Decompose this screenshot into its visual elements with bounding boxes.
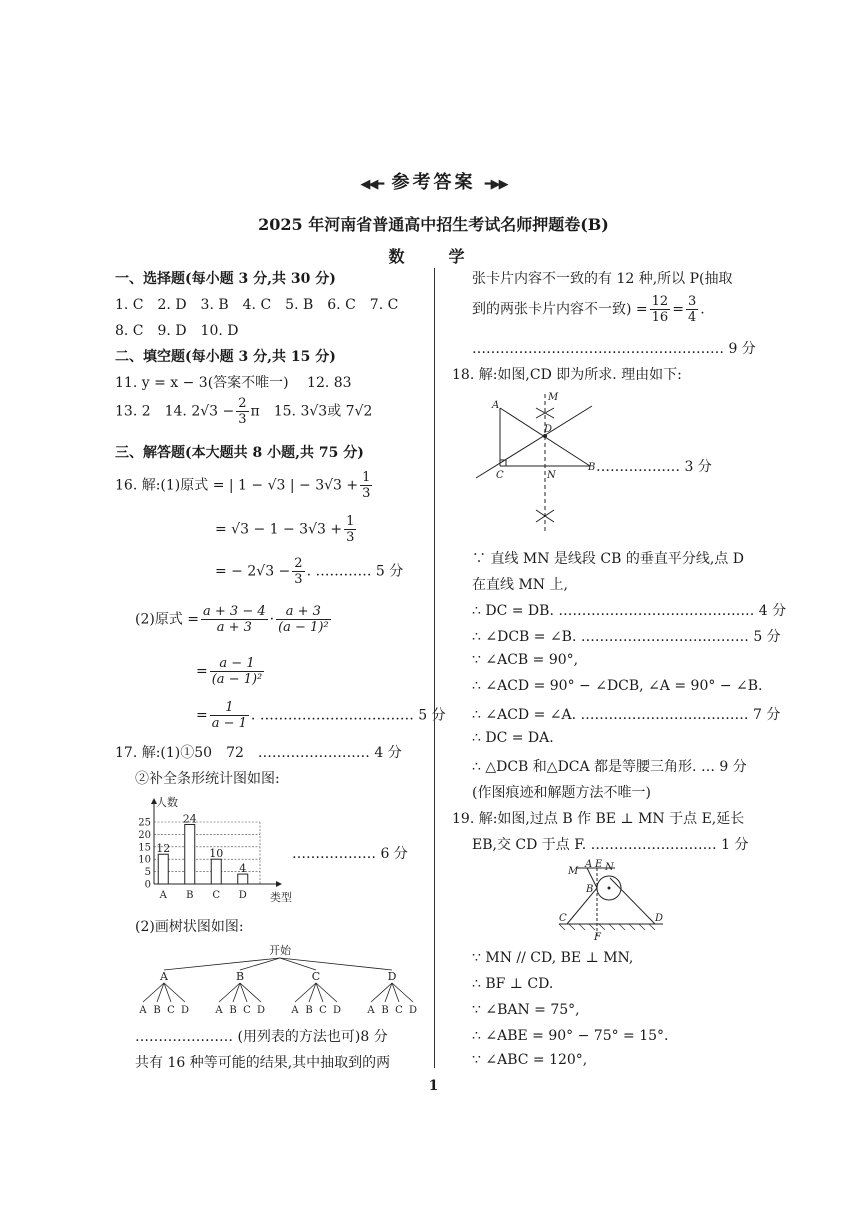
- mc-answers-row1: 1. C 2. D 3. B 4. C 5. B 6. C 7. C: [115, 297, 399, 313]
- q18-score3: ……………… 3 分: [596, 459, 712, 475]
- y-tick-label: 5: [144, 867, 151, 879]
- segment-nd: [610, 878, 655, 924]
- q18-line5: ∴ ∠DCB = ∠B. ……………………………… 5 分: [472, 629, 781, 645]
- fraction: $\frac{a + 3 - 4}{a + 3}$: [203, 604, 266, 635]
- q16-line1: 16. 解:(1)原式 = | 1 − √3 | − 3√3 + $\frac{1}{3}$: [115, 470, 371, 501]
- x-axis-arrow: [276, 881, 282, 887]
- q16-part2-line2: = $\frac{a - 1}{\text{(a − 1)²}}$: [196, 656, 263, 687]
- tree-level2-label: B: [153, 1005, 161, 1016]
- tree-level2-label: C: [167, 1005, 175, 1016]
- tree-level2-label: A: [139, 1005, 147, 1016]
- tree-diagram: [130, 940, 430, 1018]
- label-n: N: [605, 862, 614, 873]
- bar-value-label: 12: [156, 842, 171, 856]
- tree-root-label: 开始: [269, 944, 291, 957]
- label-n: N: [547, 470, 556, 481]
- q18-line9: ∴ DC = DA.: [472, 730, 554, 746]
- fraction: $\frac{2}{3}$: [238, 396, 247, 427]
- q18-line10: ∴ △DCB 和△DCA 都是等腰三角形. … 9 分: [472, 759, 747, 775]
- section-solve: 三、解答题(本大题共 8 小题,共 75 分): [115, 445, 364, 461]
- tree-level2-label: A: [291, 1005, 299, 1016]
- tree-level2-label: D: [180, 1005, 190, 1016]
- x-tick-label: D: [238, 890, 247, 901]
- label-a: A: [585, 859, 593, 870]
- x-axis-label: 类型: [270, 891, 292, 904]
- q19-line5: ∵ ∠BAN = 75°,: [472, 1002, 580, 1018]
- q18-line8: ∴ ∠ACD = ∠A. ……………………………… 7 分: [472, 707, 781, 723]
- tree-branch: [164, 958, 280, 970]
- q11-answer: 11. y = x − 3(答案不唯一) 12. 83: [115, 375, 352, 391]
- q16-part2-line1: (2)原式 = $\frac{a + 3 - 4}{a + 3}$ · $\frac{a + 3}{\text{(a − 1)²}}$: [135, 604, 329, 635]
- label-m: M: [548, 392, 559, 403]
- y-axis-label: 人数: [156, 796, 178, 809]
- tree-level1-label: A: [160, 970, 168, 983]
- tree-level1-label: C: [311, 970, 321, 983]
- fraction: $\frac{3}{4}$: [687, 294, 697, 325]
- tree-level2-label: A: [367, 1005, 375, 1016]
- q18-line3: 在直线 MN 上,: [472, 577, 568, 593]
- q17-line4: ………………… (用列表的方法也可)8 分: [135, 1029, 388, 1045]
- q19-figure: [555, 858, 675, 942]
- q19-line2: EB,交 CD 于点 F. ……………………… 1 分: [472, 837, 749, 853]
- tree-level1-label: B: [235, 970, 245, 983]
- q18-line6: ∵ ∠ACB = 90°,: [472, 652, 579, 668]
- q17-score9: ……………………………………………… 9 分: [472, 341, 756, 357]
- bar-chart: [130, 792, 295, 904]
- line-cd: [476, 406, 592, 478]
- label-a: A: [492, 400, 500, 411]
- q19-line7: ∵ ∠ABC = 120°,: [472, 1052, 588, 1068]
- q17-line1: 17. 解:(1)①50 72 …………………… 4 分: [115, 745, 402, 761]
- q16-part2-line3: = $\frac{1}{a - 1}$ . …………………………… 5 分: [196, 700, 446, 731]
- left-arrows-icon: ◀◀━: [360, 177, 383, 192]
- section-choice: 一、选择题(每小题 3 分,共 30 分): [115, 271, 336, 287]
- y-tick-label: 0: [144, 879, 151, 891]
- bar: [238, 874, 248, 884]
- bar-value-label: 10: [209, 847, 224, 861]
- fraction: $\frac{1}{a - 1}$: [211, 700, 247, 731]
- y-tick-label: 10: [138, 854, 151, 866]
- fraction: $\frac{1}{3}$: [362, 470, 371, 501]
- tree-level2-label: C: [319, 1005, 327, 1016]
- column-divider: [434, 268, 435, 1068]
- label-f: F: [594, 932, 601, 942]
- label-e: E: [595, 859, 603, 870]
- q18-figure: [468, 388, 598, 536]
- tree-level2-label: C: [395, 1005, 403, 1016]
- q18-line7: ∴ ∠ACD = 90° − ∠DCB, ∠A = 90° − ∠B.: [472, 678, 763, 694]
- subject-title: 数 学: [388, 247, 479, 266]
- q18-line2: ∵ 直线 MN 是线段 CB 的垂直平分线,点 D: [472, 551, 744, 567]
- q19-line3: ∵ MN // CD, BE ⊥ MN,: [472, 950, 634, 966]
- bar: [211, 859, 221, 884]
- tree-level2-label: D: [332, 1005, 342, 1016]
- tree-level2-label: B: [381, 1005, 389, 1016]
- y-tick-label: 25: [138, 817, 151, 829]
- banner-title: 参考答案: [391, 172, 476, 193]
- tree-level2-label: B: [229, 1005, 237, 1016]
- fraction: $\frac{2}{3}$: [294, 556, 303, 587]
- tree-level1-label: D: [387, 970, 397, 983]
- q18-line1: 18. 解:如图,CD 即为所求. 理由如下:: [452, 367, 682, 383]
- section-fill: 二、填空题(每小题 3 分,共 15 分): [115, 349, 336, 365]
- q19-line4: ∴ BF ⊥ CD.: [472, 976, 554, 992]
- fraction: $\frac{a - 1}{\text{(a − 1)²}}$: [211, 656, 263, 687]
- label-c: C: [496, 470, 504, 481]
- label-d: D: [544, 424, 553, 435]
- tree-level2-label: A: [215, 1005, 223, 1016]
- q19-line6: ∴ ∠ABE = 90° − 75° = 15°.: [472, 1028, 669, 1044]
- q16-line3: = − 2√3 − $\frac{2}{3}$ . ………… 5 分: [215, 556, 404, 587]
- q18-line4: ∴ DC = DB. …………………………………… 4 分: [472, 603, 787, 619]
- q17-line2: ②补全条形统计图如图:: [135, 771, 280, 787]
- tree-level2-label: D: [256, 1005, 266, 1016]
- q17-cont-line1: 张卡片内容不一致的有 12 种,所以 P(抽取: [472, 271, 733, 287]
- q17-line5: 共有 16 种等可能的结果,其中抽取到的两: [135, 1055, 391, 1071]
- y-tick-label: 15: [138, 842, 151, 854]
- label-b: B: [588, 462, 596, 473]
- q18-line11: (作图痕迹和解题方法不唯一): [472, 785, 651, 801]
- fraction: $\frac{a + 3}{\text{(a − 1)²}}$: [278, 604, 329, 635]
- fraction: $\frac{1}{3}$: [346, 514, 355, 545]
- q17-cont-line2: 到的两张卡片内容不一致) = $\frac{12}{16}$ = $\frac{3}{4}$ .: [472, 294, 705, 325]
- bar: [158, 854, 168, 884]
- x-tick-label: A: [159, 890, 167, 901]
- right-arrows-icon: ━▶▶: [484, 177, 507, 192]
- q16-line2: = √3 − 1 − 3√3 + $\frac{1}{3}$: [215, 514, 355, 545]
- x-tick-label: B: [186, 890, 194, 901]
- exam-title: 2025 年河南省普通高中招生考试名师押题卷(B): [258, 215, 609, 234]
- bar: [185, 824, 195, 884]
- q13-answer: 13. 2 14. 2√3 − $\frac{2}{3}$ π 15. 3√3或 7√2: [115, 396, 373, 427]
- tree-level2-label: C: [243, 1005, 251, 1016]
- x-tick-label: C: [212, 890, 221, 901]
- q17-score6: ……………… 6 分: [292, 846, 408, 862]
- tree-level2-label: B: [305, 1005, 313, 1016]
- tree-level2-label: D: [408, 1005, 418, 1016]
- bar-value-label: 24: [182, 812, 197, 826]
- label-d: D: [655, 913, 664, 924]
- answer-banner: [0, 168, 867, 194]
- q19-line1: 19. 解:如图,过点 B 作 BE ⊥ MN 于点 E,延长: [452, 811, 745, 827]
- q17-line3: (2)画树状图如图:: [135, 919, 244, 935]
- label-m: M: [568, 866, 579, 877]
- fraction: $\frac{12}{16}$: [651, 294, 669, 325]
- mc-answers-row2: 8. C 9. D 10. D: [115, 323, 239, 339]
- y-tick-label: 20: [138, 829, 151, 841]
- label-c: C: [559, 913, 567, 924]
- page-number: 1: [428, 1078, 439, 1094]
- label-b: B: [586, 884, 594, 895]
- bar-value-label: 4: [239, 862, 247, 876]
